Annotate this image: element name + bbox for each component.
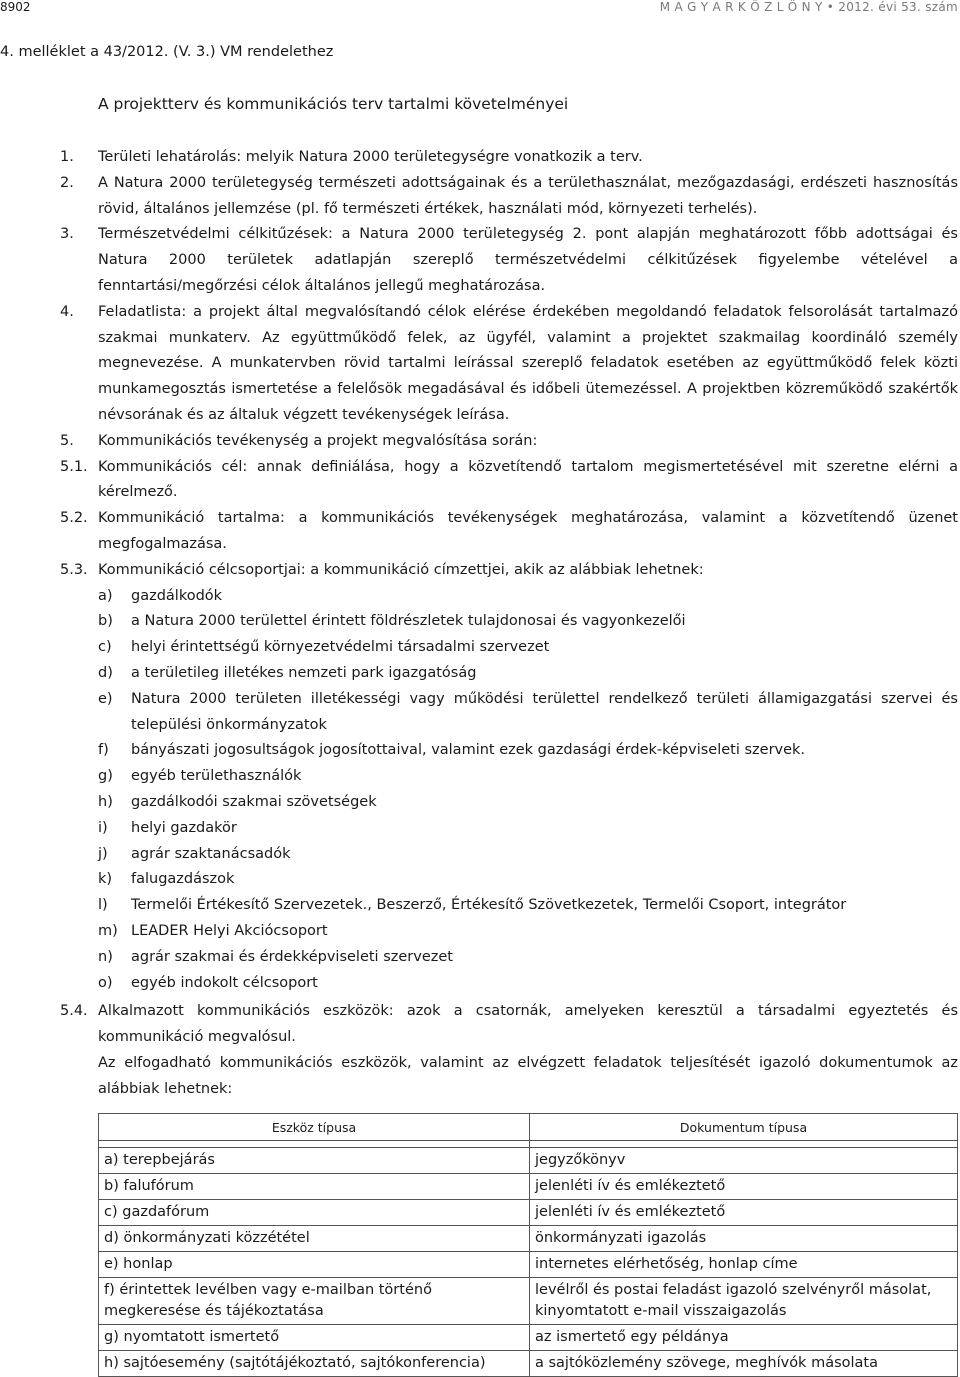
item-text: Kommunikációs cél: annak definiálása, hogy a közvetítendő tartalom megismertetésével mit szeretne elérni a kérelmező. [98, 458, 958, 501]
target-group-item [98, 945, 958, 971]
numbered-item [0, 171, 958, 223]
item-text: agrár szaktanácsadók [131, 845, 291, 862]
table-row [99, 1252, 958, 1278]
numbered-item [0, 999, 958, 1051]
item-letter: n) [98, 948, 113, 965]
item-letter: b) [98, 613, 113, 630]
target-group-item [98, 816, 958, 842]
item-letter: c) [98, 639, 112, 656]
journal-title: M A G Y A R K Ö Z L Ö N Y • 2012. évi 53. szám [659, 0, 958, 14]
numbered-item [0, 222, 958, 299]
table-row [99, 1148, 958, 1174]
target-group-item [98, 661, 958, 687]
column-header: Eszköz típusa [99, 1114, 530, 1141]
target-group-item [98, 790, 958, 816]
item-text: a területileg illetékes nemzeti park igazgatóság [131, 664, 477, 681]
tool-type-cell: a) terepbejárás [99, 1148, 530, 1174]
item-number: 5.4. [60, 1003, 88, 1020]
item-text: falugazdászok [131, 871, 235, 888]
item-text: Természetvédelmi célkitűzések: a Natura 2000 területegység 2. pont alapján meghatározott főbb adottságai és Natura 2000 területek adatlapján szereplő természetvédelmi célkitűzések figyelembe vételével a fenntartási/megőrzési célok általános jellegű meghatározása. [98, 226, 958, 294]
item-text: LEADER Helyi Akciócsoport [131, 922, 328, 939]
item-letter: o) [98, 974, 113, 991]
tool-type-cell: b) falufórum [99, 1174, 530, 1200]
item-text: Kommunikációs tevékenység a projekt megvalósítása során: [98, 432, 538, 449]
tools-table [98, 1113, 958, 1377]
item-text: gazdálkodók [131, 587, 223, 604]
table-row [99, 1200, 958, 1226]
item-text: Kommunikáció tartalma: a kommunikációs tevékenységek meghatározása, valamint a közvetítendő üzenet megfogalmazása. [98, 510, 958, 552]
table-row [99, 1351, 958, 1377]
item-letter: a) [98, 587, 113, 604]
numbered-items [0, 145, 958, 584]
item-text: agrár szakmai és érdekképviseleti szervezet [131, 948, 453, 965]
target-group-item [98, 893, 958, 919]
document-body [0, 145, 958, 1102]
item-number: 5.1. [60, 458, 88, 475]
document-type-cell: jelenléti ív és emlékeztető [530, 1200, 958, 1226]
column-header: Dokumentum típusa [530, 1114, 958, 1141]
item-letter: j) [98, 845, 108, 862]
table-header-row [99, 1114, 958, 1141]
item-letter: d) [98, 664, 113, 681]
numbered-item [0, 455, 958, 507]
item-text: Termelői Értékesítő Szervezetek., Beszerző, Értékesítő Szövetkezetek, Termelői Csoport, integrátor [131, 897, 847, 914]
item-number: 2. [60, 174, 74, 191]
target-group-item [98, 609, 958, 635]
page-header [0, 0, 960, 18]
tool-type-cell: g) nyomtatott ismertető [99, 1325, 530, 1351]
document-type-cell: jelenléti ív és emlékeztető [530, 1174, 958, 1200]
item-text: helyi gazdakör [131, 819, 237, 836]
table-row [99, 1325, 958, 1351]
item-letter: m) [98, 922, 118, 939]
item-letter: e) [98, 690, 113, 707]
tool-type-cell: d) önkormányzati közzététel [99, 1226, 530, 1252]
document-type-cell: jegyzőkönyv [530, 1148, 958, 1174]
item-text: Feladatlista: a projekt által megvalósítandó célok elérése érdekében megoldandó feladatok felsorolását tartalmazó szakmai munkaterv. Az együttműködő felek, az ügyfél, valamint a projektet szakmailag koordináló személy megnevezése. A munkatervben rövid tartalmi leírással szereplő feladatok esetében az együttműködő felek közti munkamegosztás ismertetése a felelősök megadásával és időbeli ütemezéssel. A projektben közreműködő szakértők névsorának és az általuk végzett tevékenységek leírása. [98, 303, 958, 423]
table-row [99, 1226, 958, 1252]
item-text: egyéb területhasználók [131, 768, 302, 785]
document-title: A projektterv és kommunikációs terv tartalmi követelményei [98, 95, 569, 113]
item-text: Területi lehatárolás: melyik Natura 2000 területegységre vonatkozik a terv. [98, 149, 643, 165]
document-type-cell: önkormányzati igazolás [530, 1226, 958, 1252]
item-letter: h) [98, 793, 113, 810]
numbered-item [0, 300, 958, 429]
item-text: egyéb indokolt célcsoport [131, 974, 318, 991]
target-group-list [0, 584, 958, 997]
tool-type-cell: h) sajtóesemény (sajtótájékoztató, sajtókonferencia) [99, 1351, 530, 1377]
item-number: 5. [60, 432, 74, 449]
document-type-cell: a sajtóközlemény szövege, meghívók másolata [530, 1351, 958, 1377]
item-letter: g) [98, 768, 113, 785]
item-letter: k) [98, 871, 113, 888]
closing-paragraph: Az elfogadható kommunikációs eszközök, valamint az elvégzett feladatok teljesítését igazoló dokumentumok az alábbiak lehetnek: [98, 1054, 958, 1097]
item-text: A Natura 2000 területegység természeti adottságainak és a területhasználat, mezőgazdasági, erdészeti hasznosítás rövid, általános jellemzése (pl. fő természeti értékek, használati mód, környezeti terhelés). [98, 174, 958, 217]
target-group-item [98, 687, 958, 739]
item-text: Natura 2000 területen illetékességi vagy működési területtel rendelkező területi államigazgatási szervei és települési önkormányzatok [131, 690, 958, 733]
document-type-cell: levélről és postai feladást igazoló szelvényről másolat, kinyomtatott e-mail visszaigazolás [530, 1278, 958, 1325]
numbered-item [0, 506, 958, 558]
tool-type-cell: c) gazdafórum [99, 1200, 530, 1226]
item-letter: l) [98, 897, 108, 914]
item-number: 5.3. [60, 561, 88, 578]
target-group-item [98, 842, 958, 868]
item-text: Kommunikáció célcsoportjai: a kommunikáció címzettjei, akik az alábbiak lehetnek: [98, 561, 704, 578]
table-row [99, 1278, 958, 1325]
item-letter: f) [98, 742, 109, 759]
target-group-item [98, 971, 958, 997]
target-group-item [98, 764, 958, 790]
document-type-cell: az ismertető egy példánya [530, 1325, 958, 1351]
item-number: 4. [60, 303, 74, 320]
tool-type-cell: e) honlap [99, 1252, 530, 1278]
item-text: helyi érintettségű környezetvédelmi társadalmi szervezet [131, 639, 550, 656]
numbered-item [0, 429, 958, 455]
item-text: Alkalmazott kommunikációs eszközök: azok a csatornák, amelyeken keresztül a társadalmi egyeztetés és kommunikáció megvalósul. [98, 1003, 958, 1046]
item-text: a Natura 2000 területtel érintett földrészletek tulajdonosai és vagyonkezelői [131, 613, 686, 630]
tool-type-cell: f) érintettek levélben vagy e-mailban történő megkeresése és tájékoztatása [99, 1278, 530, 1325]
numbered-item [0, 558, 958, 584]
item-number: 1. [60, 149, 74, 165]
item-text: bányászati jogosultságok jogosítottaival, valamint ezek gazdasági érdek-képviseleti szervek. [131, 742, 806, 759]
annex-label: 4. melléklet a 43/2012. (V. 3.) VM rendelethez [0, 44, 334, 60]
document-type-cell: internetes elérhetőség, honlap címe [530, 1252, 958, 1278]
target-group-item [98, 635, 958, 661]
item-number: 3. [60, 226, 74, 243]
target-group-item [98, 584, 958, 610]
target-group-item [98, 919, 958, 945]
target-group-item [98, 738, 958, 764]
numbered-item [0, 145, 958, 171]
item-text: gazdálkodói szakmai szövetségek [131, 793, 377, 810]
table-row [99, 1174, 958, 1200]
item-number: 5.2. [60, 510, 88, 527]
item-letter: i) [98, 819, 108, 836]
target-group-item [98, 867, 958, 893]
page-number: 8902 [0, 0, 31, 14]
